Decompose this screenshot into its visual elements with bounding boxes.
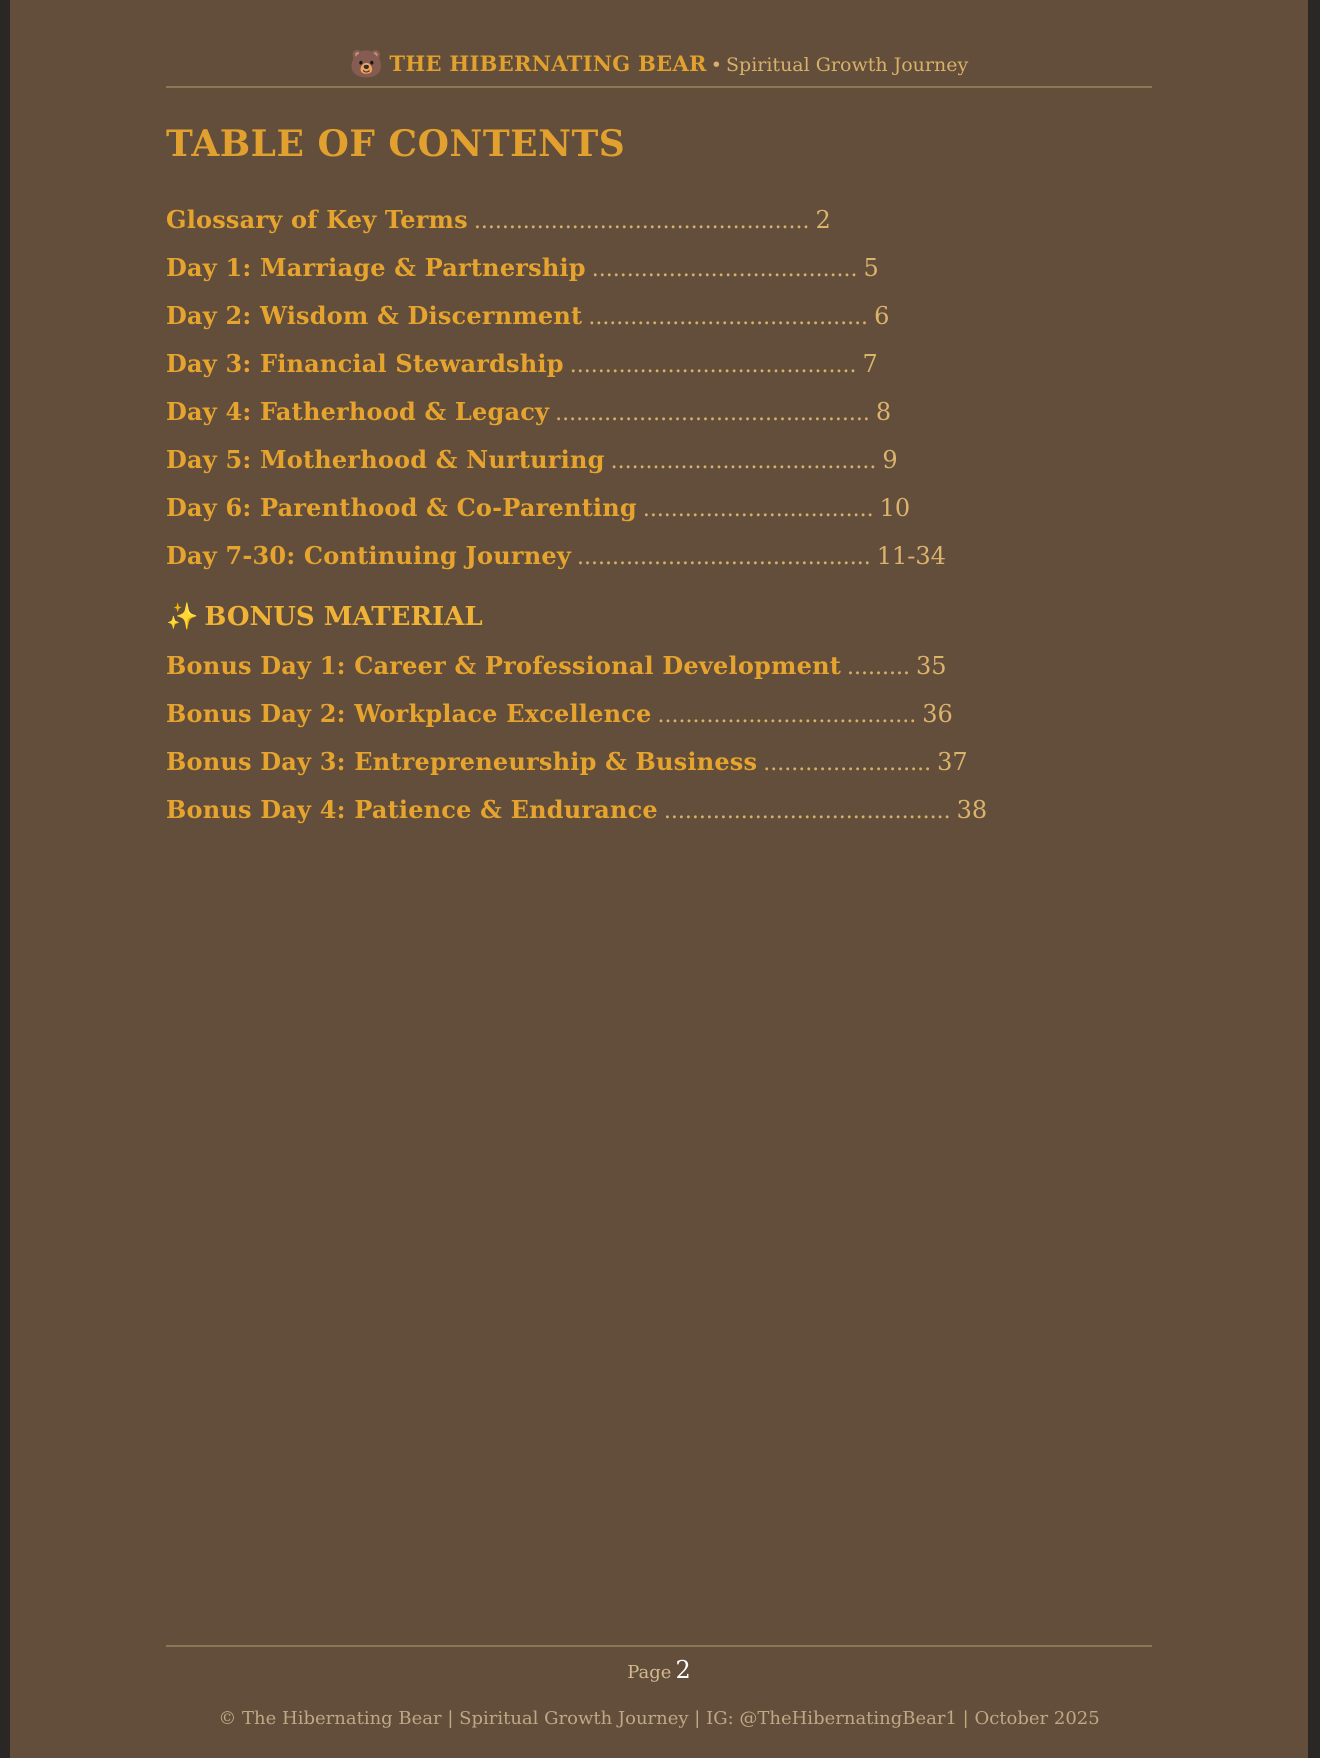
header-subtitle: Spiritual Growth Journey — [726, 54, 969, 76]
toc-entry-label: Day 1: Marriage & Partnership — [166, 253, 586, 282]
toc-entry-label: Day 2: Wisdom & Discernment — [166, 301, 583, 330]
toc-entry-label: Bonus Day 4: Patience & Endurance — [166, 795, 658, 824]
toc-entry-label: Bonus Day 3: Entrepreneurship & Business — [166, 747, 758, 776]
toc-page-number: 35 — [915, 652, 947, 680]
toc-entry-glossary[interactable] — [166, 206, 831, 236]
toc-page-number: 5 — [863, 254, 879, 282]
document-page — [10, 0, 1308, 1758]
toc-leader-dots: ................................................ — [473, 209, 810, 234]
page-header — [166, 48, 1152, 80]
toc-entry-label: Day 6: Parenthood & Co-Parenting — [166, 493, 637, 522]
bear-face-icon: 🐻 — [349, 49, 384, 80]
toc-entry-bonus-day-1[interactable] — [166, 652, 947, 682]
page-number-value: 2 — [675, 1656, 691, 1684]
toc-entry-bonus-day-4[interactable] — [166, 796, 987, 826]
toc-entry-label: Day 7-30: Continuing Journey — [166, 541, 572, 570]
toc-leader-dots: ...................................... — [610, 449, 877, 474]
toc-leader-dots: ............................................. — [555, 401, 870, 426]
bonus-section-heading — [166, 602, 483, 632]
toc-entry-day-2[interactable] — [166, 302, 889, 332]
toc-page-number: 6 — [874, 302, 890, 330]
toc-leader-dots: ........................................ — [588, 305, 869, 330]
toc-entry-bonus-day-2[interactable] — [166, 700, 953, 730]
toc-leader-dots: ..................................... — [657, 703, 917, 728]
toc-leader-dots: ................................. — [642, 497, 874, 522]
brand-name: THE HIBERNATING BEAR — [389, 51, 707, 76]
toc-page-number: 2 — [815, 206, 831, 234]
toc-entry-day-3[interactable] — [166, 350, 878, 380]
toc-page-number: 36 — [922, 700, 953, 728]
toc-leader-dots: ......................................... — [569, 353, 857, 378]
toc-leader-dots: ......... — [847, 655, 910, 680]
page-number — [166, 1656, 1152, 1684]
toc-entry-day-4[interactable] — [166, 398, 891, 428]
footer-copyright: © The Hibernating Bear | Spiritual Growth Journey | IG: @TheHibernatingBear1 | October 2025 — [218, 1708, 1100, 1729]
toc-entry-label: Day 4: Fatherhood & Legacy — [166, 397, 550, 426]
toc-entry-day-6[interactable] — [166, 494, 910, 524]
footer-divider — [166, 1645, 1152, 1647]
toc-page-number: 10 — [879, 494, 911, 522]
toc-page-number: 7 — [862, 350, 878, 378]
toc-entry-day-1[interactable] — [166, 254, 879, 284]
header-divider — [166, 86, 1152, 88]
toc-entry-day-7-30[interactable] — [166, 542, 946, 572]
toc-leader-dots: .......................................... — [577, 545, 871, 570]
bonus-heading-text: BONUS MATERIAL — [204, 602, 483, 632]
toc-entry-bonus-day-3[interactable] — [166, 748, 968, 778]
toc-page-number: 37 — [937, 748, 968, 776]
toc-leader-dots: ........................ — [763, 751, 932, 776]
toc-entry-label: Day 5: Motherhood & Nurturing — [166, 445, 605, 474]
toc-page-number: 38 — [956, 796, 988, 824]
toc-entry-label: Bonus Day 1: Career & Professional Development — [166, 651, 842, 680]
toc-entry-label: Glossary of Key Terms — [166, 205, 468, 234]
toc-entry-label: Bonus Day 2: Workplace Excellence — [166, 699, 652, 728]
toc-leader-dots: ......................................... — [663, 799, 951, 824]
page-title: TABLE OF CONTENTS — [166, 123, 626, 165]
toc-entry-label: Day 3: Financial Stewardship — [166, 349, 564, 378]
toc-page-number: 8 — [875, 398, 892, 426]
toc-entry-day-5[interactable] — [166, 446, 898, 476]
toc-page-number: 11-34 — [876, 542, 946, 570]
header-separator: • — [710, 54, 723, 76]
toc-leader-dots: ...................................... — [591, 257, 858, 282]
sparkles-icon: ✨ — [166, 602, 199, 632]
toc-page-number: 9 — [882, 446, 898, 474]
page-number-label: Page — [627, 1662, 672, 1683]
